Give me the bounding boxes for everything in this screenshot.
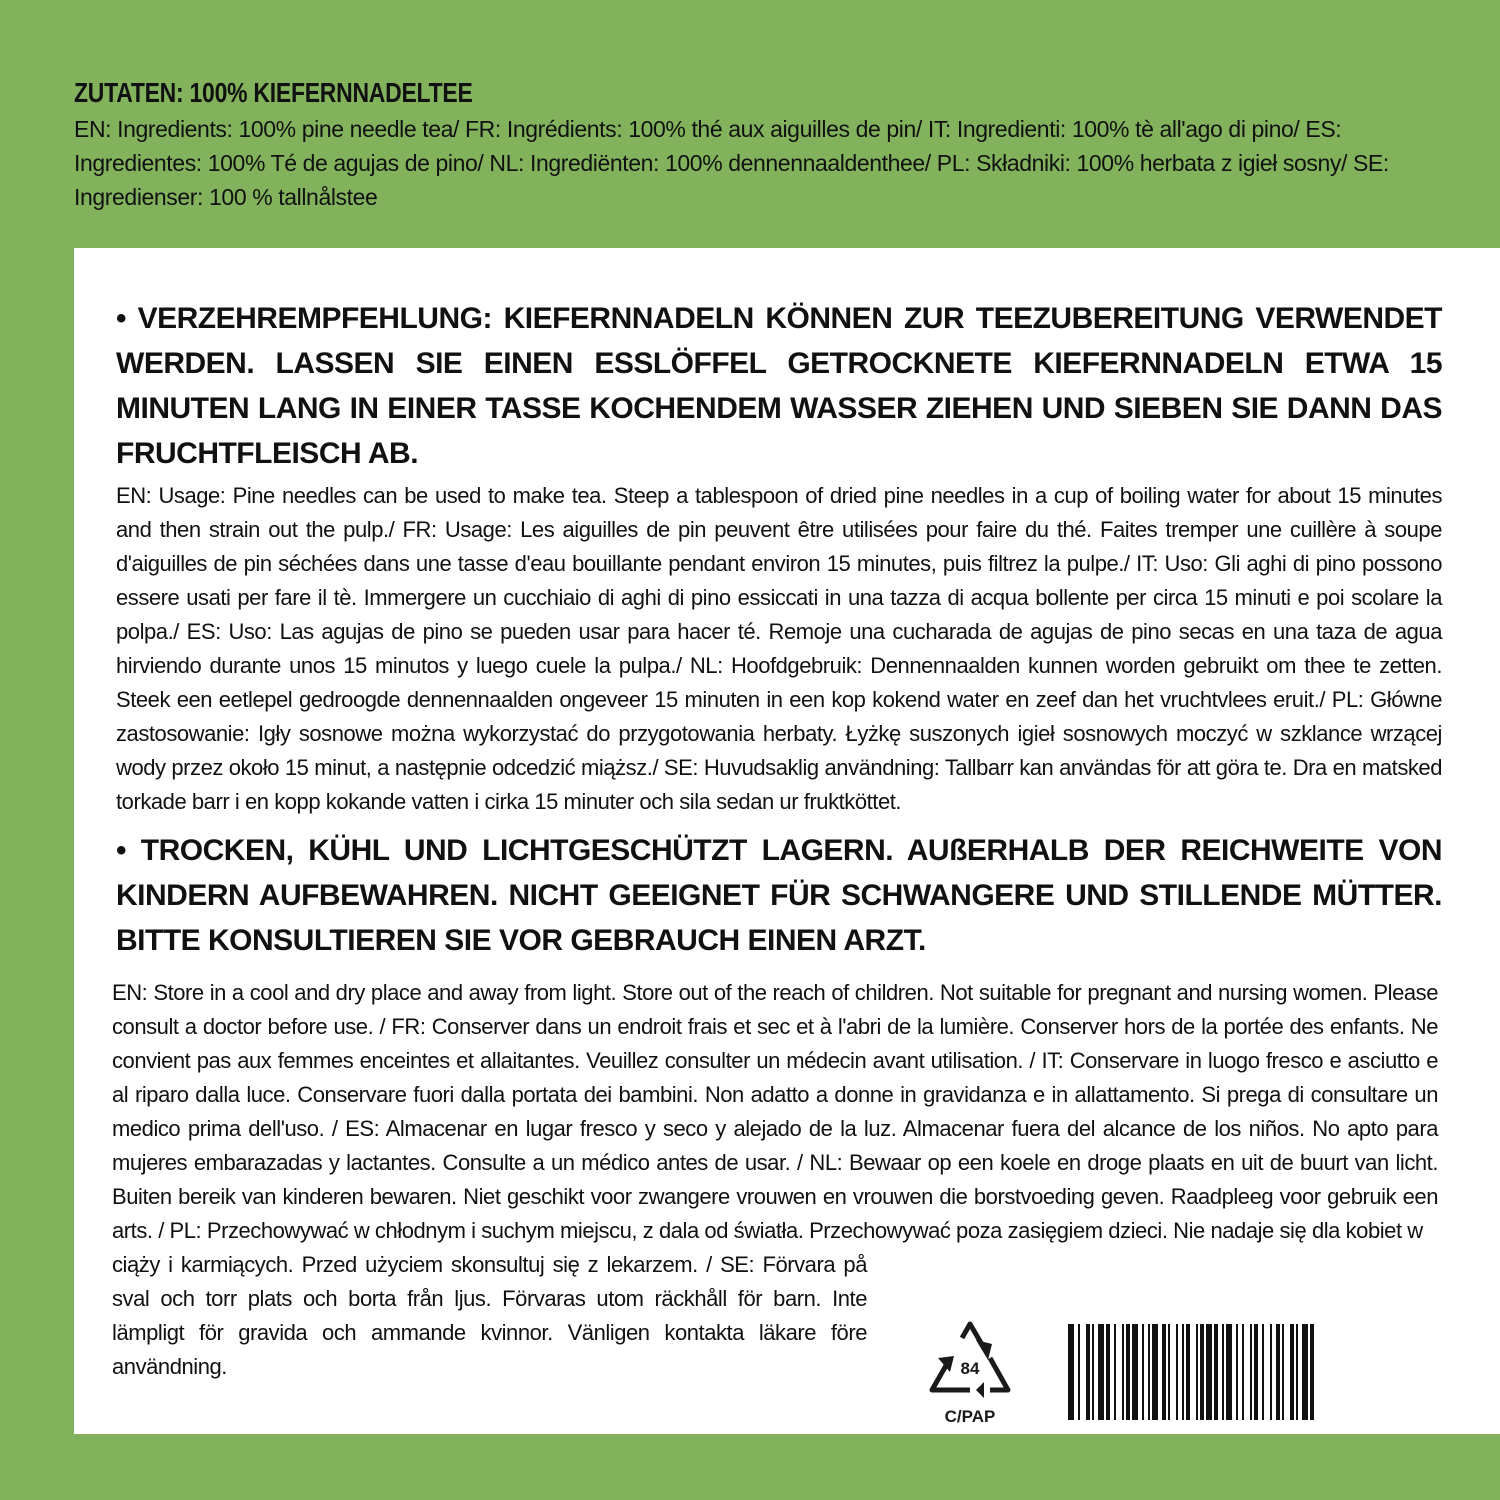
barcode-bar [1086, 1324, 1090, 1420]
recycling-code: 84 [960, 1359, 980, 1378]
barcode-bar [1106, 1324, 1110, 1420]
barcode-bar [1236, 1324, 1238, 1420]
ingredients-title: ZUTATEN: 100% KIEFERNNADELTEE [74, 77, 473, 108]
barcode-bar [1250, 1324, 1252, 1420]
barcode-bar [1092, 1324, 1094, 1420]
barcode-bar [1114, 1324, 1116, 1420]
barcode-bar [1276, 1324, 1280, 1420]
barcode-bar [1226, 1324, 1232, 1420]
barcode-bar [1296, 1324, 1298, 1420]
barcode-bar [1200, 1324, 1204, 1420]
recycling-material: C/PAP [944, 1407, 996, 1426]
barcode-bar [1098, 1324, 1104, 1420]
barcode-bar [1270, 1324, 1272, 1420]
ingredients-text: EN: Ingredients: 100% pine needle tea/ FR: Ingrédients: 100% thé aux aiguilles de pin/ IT: Ingredienti: 100% tè all'ago di pino/ ES: Ingredientes: 100% Té de agujas de pino/ NL: Ingrediënten: 100% dennennaaldenthee/ PL: Składniki: 100% herbata z igieł sosny/ SE: Ingredienser: 100 % tallnålstee [74, 116, 1389, 210]
barcode-bar [1214, 1324, 1218, 1420]
barcode-bar [1290, 1324, 1294, 1420]
usage-section [116, 296, 1442, 819]
barcode-bar [1242, 1324, 1244, 1420]
ingredients-section [74, 76, 1440, 214]
barcode-bar [1142, 1324, 1144, 1420]
barcode-bar [1302, 1324, 1308, 1420]
barcode-bar [1132, 1324, 1138, 1420]
barcode-bar [1262, 1324, 1264, 1420]
barcode-bar [1254, 1324, 1258, 1420]
usage-heading: • VERZEHREMPFEHLUNG: KIEFERNNADELN KÖNNEN ZUR TEEZUBEREITUNG VERWENDET WERDEN. LASSEN SIE EINEN ESSLÖFFEL GETROCKNETE KIEFERNNADELN ETWA 15 MINUTEN LANG IN EINER TASSE KOCHENDEM WASSER ZIEHEN UND SIEBEN SIE DANN DAS FRUCHTFLEISCH AB. [116, 302, 1442, 470]
barcode-bar [1152, 1324, 1158, 1420]
storage-text [112, 976, 1438, 1384]
barcode-bar [1222, 1324, 1224, 1420]
barcode-bar [1068, 1324, 1074, 1420]
barcode [1068, 1324, 1438, 1420]
barcode-bar [1310, 1324, 1314, 1420]
barcode-bar [1122, 1324, 1124, 1420]
barcode-bar [1196, 1324, 1198, 1420]
barcode-bar [1206, 1324, 1212, 1420]
storage-text-tail: ciąży i karmiących. Przed użyciem skonsultuj się z lekarzem. / SE: Förvara på sval och torr plats och borta från ljus. Förvaras utom räckhåll för barn. Inte lämpligt för gravida och ammande kvinnor. Vänligen kontakta läkare före användning. [112, 1252, 867, 1379]
barcode-bar [1182, 1324, 1184, 1420]
storage-heading: • TROCKEN, KÜHL UND LICHTGESCHÜTZT LAGERN. AUßERHALB DER REICHWEITE VON KINDERN AUFBEWAHREN. NICHT GEEIGNET FÜR SCHWANGERE UND STILLENDE MÜTTER. BITTE KONSULTIEREN SIE VOR GEBRAUCH EINEN ARZT. [116, 834, 1442, 957]
barcode-bar [1168, 1324, 1170, 1420]
barcode-bar [1126, 1324, 1130, 1420]
recycling-symbol-icon [924, 1318, 1016, 1440]
barcode-bar [1176, 1324, 1178, 1420]
storage-text-main: EN: Store in a cool and dry place and away from light. Store out of the reach of children. Not suitable for pregnant and nursing women. Please consult a doctor before use. / FR: Conserver dans un endroit frais et sec et à l'abri de la lumière. Conserver hors de la portée des enfants. Ne convient pas aux femmes enceintes et allaitantes. Veuillez consulter un médecin avant utilisation. / IT: Conservare in luogo fresco e asciutto e al riparo dalla luce. Conservare fuori dalla portata dei bambini. Non adatto a donne in gravidanza e in allattamento. Si prega di consultare un medico prima dell'uso. / ES: Almacenar en lugar fresco y seco y alejado de la luz. Almacenar fuera del alcance de los niños. No apto para mujeres embarazadas y lactantes. Consulte a un médico antes de usar. / NL: Bewaar op een koele en droge plaats en uit de buurt van licht. Buiten bereik van kinderen bewaren. Niet geschikt voor zwangere vrouwen en vrouwen die borstvoeding geven. Raadpleeg voor gebruik een arts. / PL: Przechowywać w chłodnym i suchym miejscu, z dala od światła. Przechowywać poza zasięgiem dzieci. Nie nadaje się dla kobiet w [112, 980, 1438, 1243]
barcode-bar [1186, 1324, 1190, 1420]
usage-text: EN: Usage: Pine needles can be used to make tea. Steep a tablespoon of dried pine needles in a cup of boiling water for about 15 minutes and then strain out the pulp./ FR: Usage: Les aiguilles de pin peuvent être utilisées pour faire du thé. Faites tremper une cuillère à soupe d'aiguilles de pin séchées dans une tasse d'eau bouillante pendant environ 15 minutes, puis filtrez la pulpe./ IT: Uso: Gli aghi di pino possono essere usati per fare il tè. Immergere un cucchiaio di aghi di pino essiccati in una tazza di acqua bollente per circa 15 minuti e poi scolare la polpa./ ES: Uso: Las agujas de pino se pueden usar para hacer té. Remoje una cucharada de agujas de pino secas en una taza de agua hirviendo durante unos 15 minutos y luego cuele la pulpa./ NL: Hoofdgebruik: Dennennaalden kunnen worden gebruikt om thee te zetten. Steek een eetlepel gedroogde dennennaalden ongeveer 15 minuten in een kop kokend water en zeef dan het vruchtvlees eruit./ PL: Główne zastosowanie: Igły sosnowe można wykorzystać do przygotowania herbaty. Łyżkę suszonych igieł sosnowych moczyć w szklance wrzącej wody przez około 15 minut, a następnie odcedzić miąższ./ SE: Huvudsaklig användning: Tallbarr kan användas för att göra te. Dra en matsked torkade barr i en kopp kokande vatten i cirka 15 minuter och sila sedan ur fruktköttet. [116, 483, 1442, 814]
instructions-panel [74, 248, 1500, 1434]
barcode-bar [1078, 1324, 1080, 1420]
barcode-bar [1162, 1324, 1166, 1420]
barcode-bar [1148, 1324, 1150, 1420]
storage-section [116, 828, 1442, 963]
barcode-bar [1282, 1324, 1284, 1420]
